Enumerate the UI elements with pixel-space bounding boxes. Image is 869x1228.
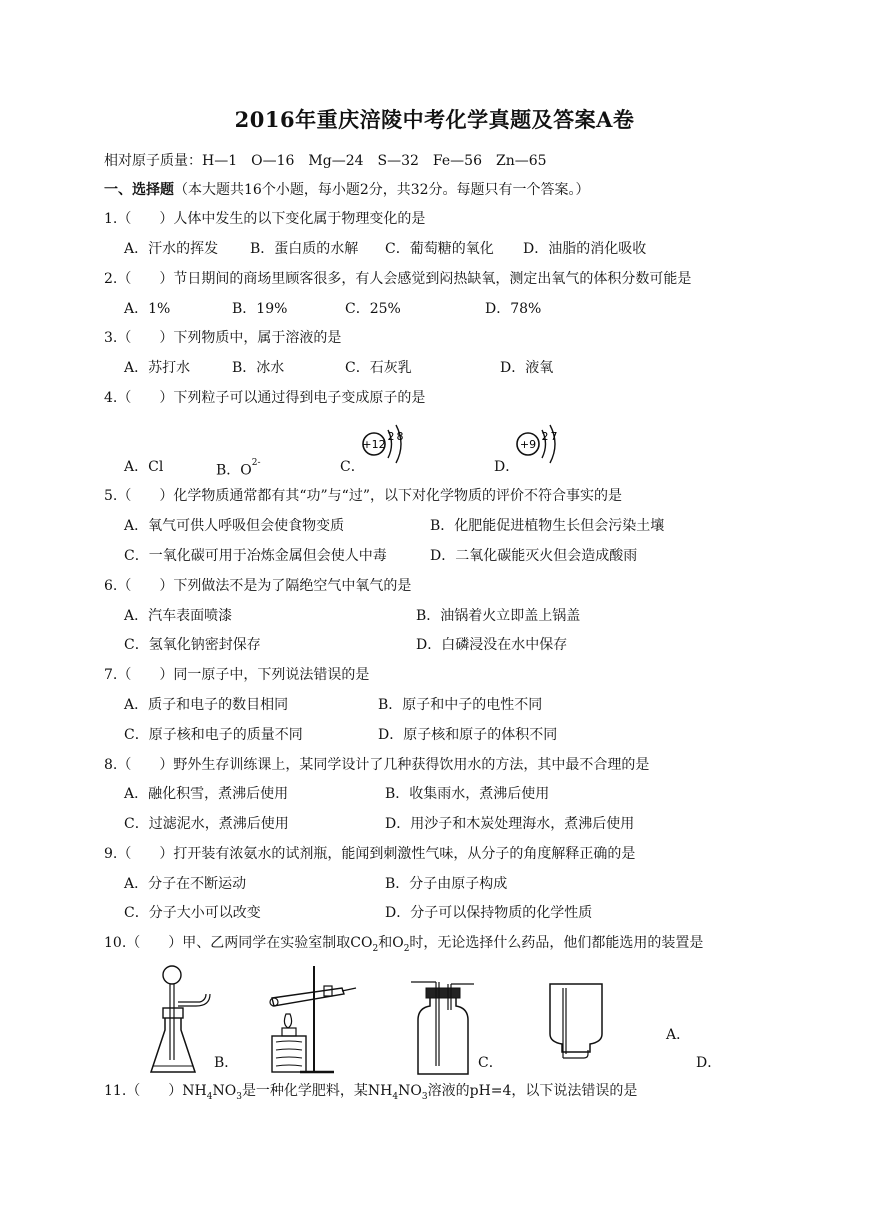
question-11: [104, 1082, 637, 1106]
subscript: 2: [372, 943, 379, 954]
stem-part: NO: [398, 1083, 422, 1099]
q2-option-a: A．1%: [124, 301, 171, 317]
question-number: 6.（ ）: [104, 578, 174, 594]
subscript: 3: [421, 1091, 428, 1102]
q5-option-a: A．氧气可供人呼吸但会使食物变质: [124, 518, 345, 534]
subscript: 3: [236, 1091, 242, 1102]
question-number: 5.（ ）: [104, 488, 174, 504]
apparatus-label-c: C．: [478, 1055, 503, 1071]
stem-part: 溶液的pH=4，以下说法错误的是: [427, 1083, 638, 1099]
shell-1-label: 2: [541, 430, 549, 443]
question-number: 10.（ ）: [104, 935, 183, 951]
shell-2-label: 8: [396, 430, 404, 443]
question-number: 4.（ ）: [104, 390, 174, 406]
question-number: 2.（ ）: [104, 271, 174, 287]
question-3: [104, 329, 341, 347]
q4-option-b: [216, 458, 261, 480]
q7-option-b: B．原子和中子的电性不同: [378, 697, 543, 713]
q9-option-a: A．分子在不断运动: [124, 876, 247, 892]
q6-option-b: B．油锅着火立即盖上锅盖: [416, 608, 581, 624]
question-7: [104, 666, 369, 684]
q5-option-c: C．一氧化碳可用于冶炼金属但会使人中毒: [124, 548, 387, 564]
q2-option-d: D．78%: [485, 301, 542, 317]
q6-option-d: D．白磷浸没在水中保存: [416, 637, 568, 653]
stem-part: 甲、乙两同学在实验室制取CO: [182, 935, 373, 951]
question-number: 8.（ ）: [104, 757, 174, 773]
shell-1-label: 2: [387, 430, 395, 443]
q5-option-d: D．二氧化碳能灭火但会造成酸雨: [430, 548, 638, 564]
shell-2-label: 7: [550, 430, 558, 443]
apparatus-label-d: D．: [696, 1055, 722, 1071]
question-8: [104, 756, 649, 774]
q1-option-a: A．汗水的挥发: [124, 241, 219, 257]
question-number: 11.（ ）: [104, 1083, 183, 1099]
q2-option-c: C．25%: [345, 301, 401, 317]
subscript: 2: [403, 943, 410, 954]
question-stem: 人体中发生的以下变化属于物理变化的是: [173, 211, 426, 227]
question-stem: 下列做法不是为了隔绝空气中氧气的是: [173, 578, 412, 594]
q7-option-c: C．原子核和电子的质量不同: [124, 727, 303, 743]
apparatus-inverted-bottle: [544, 980, 610, 1066]
q4-option-d: D．: [494, 459, 520, 475]
q8-option-c: C．过滤泥水，煮沸后使用: [124, 816, 289, 832]
question-stem: 同一原子中，下列说法错误的是: [173, 667, 370, 683]
q7-option-d: D．原子核和原子的体积不同: [378, 727, 558, 743]
q6-option-c: C．氢氧化钠密封保存: [124, 637, 261, 653]
q4-option-a: A．Cl: [124, 459, 164, 475]
q3-option-d: D．液氧: [500, 360, 554, 376]
question-1: [104, 210, 425, 228]
question-number: 1.（ ）: [104, 211, 174, 227]
stem-part: 和O: [378, 935, 404, 951]
apparatus-label-a: A．: [666, 1027, 691, 1043]
question-4: [104, 389, 425, 407]
atom-diagram-d: [512, 420, 568, 468]
question-stem: 打开装有浓氨水的试剂瓶，能闻到刺激性气味，从分子的角度解释正确的是: [173, 846, 636, 862]
option-label: B．O: [216, 462, 252, 479]
question-stem: 节日期间的商场里顾客很多，有人会感觉到闷热缺氧，测定出氧气的体积分数可能是: [173, 271, 692, 287]
question-6: [104, 577, 411, 595]
stem-part: 时，无论选择什么药品，他们都能选用的装置是: [409, 935, 704, 951]
nucleus-label: +9: [519, 438, 537, 451]
question-stem: 下列物质中，属于溶液的是: [173, 330, 342, 346]
subscript: 4: [206, 1091, 213, 1102]
stem-part: NO: [212, 1083, 237, 1099]
q3-option-b: B．冰水: [232, 360, 285, 376]
q9-option-c: C．分子大小可以改变: [124, 905, 261, 921]
stem-part: NH: [182, 1083, 207, 1099]
subscript: 4: [392, 1091, 399, 1102]
section-note: （本大题共16个小题，每小题2分，共32分。每题只有一个答案。）: [174, 182, 590, 198]
q3-option-a: A．苏打水: [124, 360, 191, 376]
q3-option-c: C．石灰乳: [345, 360, 412, 376]
question-stem: 化学物质通常都有其“功”与“过”，以下对化学物质的评价不符合事实的是: [173, 488, 622, 504]
page-title: 2016年重庆涪陵中考化学真题及答案A卷: [234, 107, 635, 132]
ion-charge: 2-: [251, 458, 261, 468]
q6-option-a: A．汽车表面喷漆: [124, 608, 233, 624]
q1-option-b: B．蛋白质的水解: [250, 241, 359, 257]
question-number: 9.（ ）: [104, 846, 174, 862]
q8-option-d: D．用沙子和木炭处理海水，煮沸后使用: [385, 816, 635, 832]
section-heading: [104, 181, 590, 199]
apparatus-flask-funnel: [148, 962, 220, 1078]
section-title: 一、选择题: [104, 182, 174, 198]
q8-option-a: A．融化积雪，煮沸后使用: [124, 786, 289, 802]
q1-option-d: D．油脂的消化吸收: [523, 241, 647, 257]
q2-option-b: B．19%: [232, 301, 288, 317]
q5-option-b: B．化肥能促进植物生长但会污染土壤: [430, 518, 665, 534]
q8-option-b: B．收集雨水，煮沸后使用: [385, 786, 550, 802]
question-number: 3.（ ）: [104, 330, 174, 346]
question-5: [104, 487, 622, 505]
question-stem: 野外生存训练课上，某同学设计了几种获得饮用水的方法，其中最不合理的是: [173, 757, 650, 773]
question-9: [104, 845, 635, 863]
q7-option-a: A．质子和电子的数目相同: [124, 697, 289, 713]
question-10: [104, 934, 703, 958]
atom-diagram-c: [358, 420, 414, 468]
apparatus-heating-stand: [264, 962, 360, 1078]
apparatus-label-b: B．: [214, 1055, 239, 1071]
q1-option-c: C．葡萄糖的氧化: [385, 241, 494, 257]
q9-option-b: B．分子由原子构成: [385, 876, 508, 892]
stem-part: 是一种化学肥料，某NH: [241, 1083, 393, 1099]
apparatus-gas-bottle: [408, 980, 478, 1080]
nucleus-label: +12: [362, 438, 386, 451]
atomic-mass-line: 相对原子质量：H—1 O—16 Mg—24 S—32 Fe—56 Zn—65: [104, 153, 547, 169]
question-stem: 下列粒子可以通过得到电子变成原子的是: [173, 390, 426, 406]
question-number: 7.（ ）: [104, 667, 174, 683]
q4-option-c: C．: [340, 459, 365, 475]
question-2: [104, 270, 691, 288]
q9-option-d: D．分子可以保持物质的化学性质: [385, 905, 593, 921]
